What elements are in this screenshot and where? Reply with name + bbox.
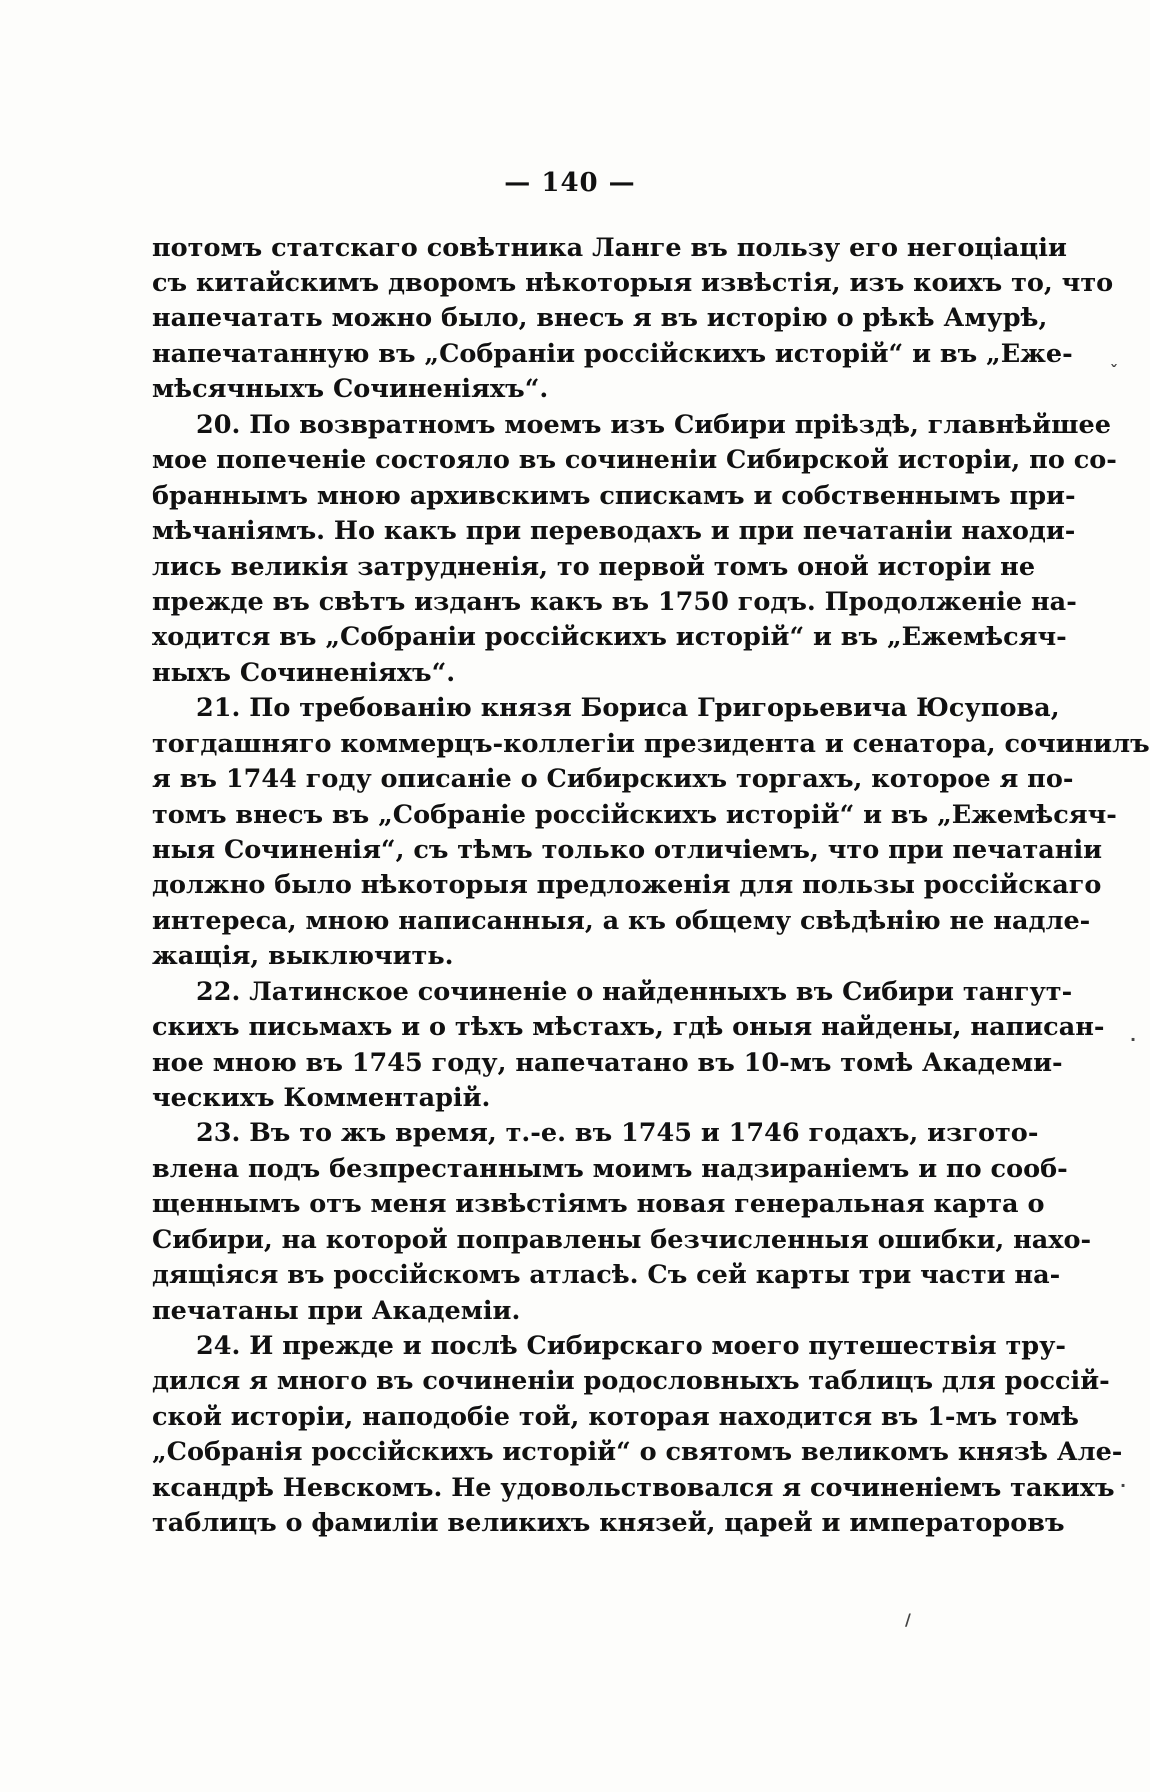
text-line: дящіяся въ россійскомъ атласѣ. Съ сей карты три части на- <box>152 1260 1061 1290</box>
text-line: ныхъ Сочиненіяхъ“. <box>152 658 456 688</box>
paragraph-start-line: 21. По требованію князя Бориса Григорьевича Юсупова, <box>196 693 1060 723</box>
text-line: лись великія затрудненія, то первой томъ оной исторіи не <box>152 552 1036 582</box>
text-line: мѣсячныхъ Сочиненіяхъ“. <box>152 374 549 404</box>
text-line: ской исторіи, наподобіе той, которая находится въ 1-мъ томѣ <box>152 1402 1079 1432</box>
text-line: съ китайскимъ дворомъ нѣкоторыя извѣстія, изъ коихъ то, что <box>152 268 1114 298</box>
text-line: ныя Сочиненія“, съ тѣмъ только отличіемъ, что при печатаніи <box>152 835 1103 865</box>
text-line: печатаны при Академіи. <box>152 1296 521 1326</box>
scan-speck: · <box>1120 1476 1127 1495</box>
text-line: должно было нѣкоторыя предложенія для пользы россійскаго <box>152 870 1102 900</box>
text-line: щеннымъ отъ меня извѣстіямъ новая генеральная карта о <box>152 1189 1045 1219</box>
text-line: томъ внесъ въ „Собраніе россійскихъ исторій“ и въ „Ежемѣсяч- <box>152 800 1117 830</box>
text-line: ческихъ Комментарій. <box>152 1083 491 1113</box>
text-line: напечатать можно было, внесъ я въ исторію о рѣкѣ Амурѣ, <box>152 303 1048 333</box>
text-line: скихъ письмахъ и о тѣхъ мѣстахъ, гдѣ оныя найдены, написан- <box>152 1012 1105 1042</box>
text-line: напечатанную въ „Собраніи россійскихъ исторій“ и въ „Еже- <box>152 339 1073 369</box>
text-line: таблицъ о фамиліи великихъ князей, царей и императоровъ <box>152 1508 1065 1538</box>
text-line: я въ 1744 году описаніе о Сибирскихъ торгахъ, которое я по- <box>152 764 1074 794</box>
scan-speck: · <box>1130 1030 1137 1049</box>
text-line: жащія, выключить. <box>152 941 454 971</box>
text-line: браннымъ мною архивскимъ спискамъ и собственнымъ при- <box>152 481 1076 511</box>
text-line: Сибири, на которой поправлены безчисленныя ошибки, нахо- <box>152 1225 1092 1255</box>
scan-speck: / <box>905 1610 911 1629</box>
text-line: ное мною въ 1745 году, напечатано въ 10-мъ томѣ Академи- <box>152 1048 1063 1078</box>
text-line: мѣчаніямъ. Но какъ при переводахъ и при печатаніи находи- <box>152 516 1076 546</box>
scan-speck: ˇ <box>1110 362 1118 381</box>
text-line: ходится въ „Собраніи россійскихъ исторій“ и въ „Ежемѣсяч- <box>152 622 1067 652</box>
text-line: „Собранія россійскихъ исторій“ о святомъ великомъ князѣ Але- <box>152 1437 1123 1467</box>
paragraph-start-line: 20. По возвратномъ моемъ изъ Сибири пріѣздѣ, главнѣйшее <box>196 410 1111 440</box>
paragraph-start-line: 23. Въ то жъ время, т.-е. въ 1745 и 1746 годахъ, изгото- <box>196 1118 1039 1148</box>
text-line: дился я много въ сочиненіи родословныхъ таблицъ для россій- <box>152 1366 1110 1396</box>
text-line: прежде въ свѣтъ изданъ какъ въ 1750 годъ. Продолженіе на- <box>152 587 1077 617</box>
text-line: интереса, мною написанныя, а къ общему свѣдѣнію не надле- <box>152 906 1091 936</box>
text-line: потомъ статскаго совѣтника Ланге въ пользу его негоціацiи <box>152 233 1067 263</box>
paragraph-start-line: 22. Латинское сочиненіе о найденныхъ въ Сибири тангут- <box>196 977 1073 1007</box>
page-number: — 140 — <box>504 168 636 198</box>
text-line: влена подъ безпрестаннымъ моимъ надзираніемъ и по сооб- <box>152 1154 1068 1184</box>
text-line: мое попеченіе состояло въ сочиненіи Сибирской исторіи, по со- <box>152 445 1117 475</box>
text-line: тогдашняго коммерцъ-коллегіи президента и сенатора, сочинилъ <box>152 729 1150 759</box>
paragraph-start-line: 24. И прежде и послѣ Сибирскаго моего путешествія тру- <box>196 1331 1067 1361</box>
text-line: ксандрѣ Невскомъ. Не удовольствовался я сочиненіемъ такихъ <box>152 1473 1115 1503</box>
